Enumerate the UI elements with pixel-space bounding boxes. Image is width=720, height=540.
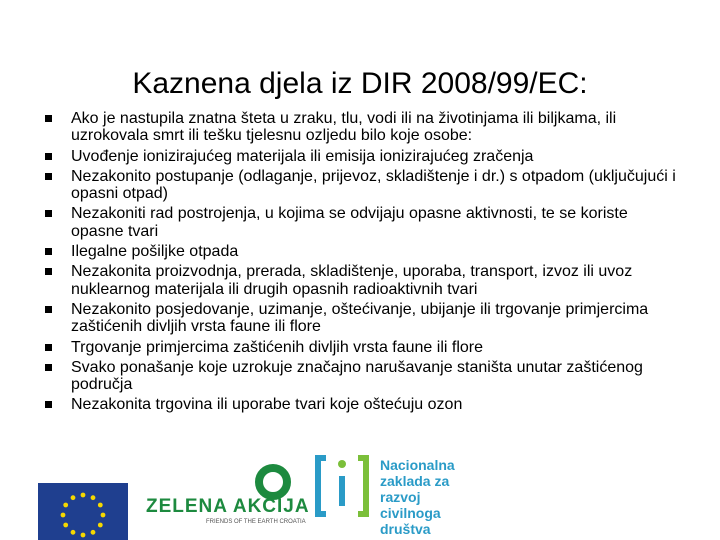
square-bullet-icon [45,401,52,408]
bullet-item [42,168,678,203]
square-bullet-icon [45,153,52,160]
bullet-item [42,110,678,145]
square-bullet-icon [45,115,52,122]
bullet-item [42,243,678,260]
nzrcd-logo-text [380,457,490,537]
square-bullet-icon [45,210,52,217]
bullet-list [42,110,678,417]
zelena-akcija-subtitle: FRIENDS OF THE EARTH CROATIA [206,519,306,525]
nzrcd-line: razvoj [380,489,421,505]
bullet-item [42,396,678,413]
square-bullet-icon [45,268,52,275]
square-bullet-icon [45,173,52,180]
eu-flag-logo [38,483,128,540]
bullet-text: Ako je nastupila znatna šteta u zraku, tlu, vodi ili na životinjama ili biljkama, ili uzrokovala smrt ili tešku tjelesnu ozljedu bilo koje osobe: [71,110,617,145]
nzrcd-line: zaklada za [380,473,450,489]
bullet-text: Uvođenje ionizirajućeg materijala ili emisija ionizirajućeg zračenja [71,147,534,165]
bullet-text: Nezakonito postupanje (odlaganje, prijevoz, skladištenje i dr.) s otpadom (uključujući i opasni otpad) [71,167,676,203]
bullet-item [42,359,678,394]
bullet-text: Nezakonita proizvodnja, prerada, skladištenje, uporaba, transport, izvoz ili uvoz nuklearnog materijala ili drugih opasnih radioaktivnih tvari [71,263,633,298]
bullet-text: Trgovanje primjercima zaštićenih divljih vrsta faune ili flore [71,338,484,356]
bullet-item [42,205,678,240]
bullet-item [42,339,678,356]
bullet-item [42,263,678,298]
nzrcd-line: civilnoga [380,505,441,521]
bullet-text: Ilegalne pošiljke otpada [71,243,239,261]
nzrcd-line: društva [380,521,431,537]
bullet-text: Nezakonita trgovina ili uporabe tvari koje oštećuju ozon [71,396,463,414]
zelena-akcija-logo [146,462,310,540]
bullet-text: Svako ponašanje koje uzrokuje značajno narušavanje staništa unutar zaštićenog područja [71,358,643,394]
bullet-text: Nezakonito posjedovanje, uzimanje, oštećivanje, ubijanje ili trgovanje primjercima zaštićenih divljih vrsta faune ili flore [71,300,649,336]
square-bullet-icon [45,306,52,313]
bullet-item [42,148,678,165]
bullet-item [42,301,678,336]
nzrcd-line: Nacionalna [380,457,455,473]
bullet-text: Nezakoniti rad postrojenja, u kojima se odvijaju opasne aktivnosti, te se koriste opasne tvari [71,205,628,240]
zelena-akcija-wordmark: ZELENA AKCIJA [146,496,310,517]
slide-title: Kaznena djela iz DIR 2008/99/EC: [132,67,588,101]
square-bullet-icon [45,364,52,371]
square-bullet-icon [45,248,52,255]
square-bullet-icon [45,344,52,351]
nzrcd-bracket-icon [312,450,372,530]
